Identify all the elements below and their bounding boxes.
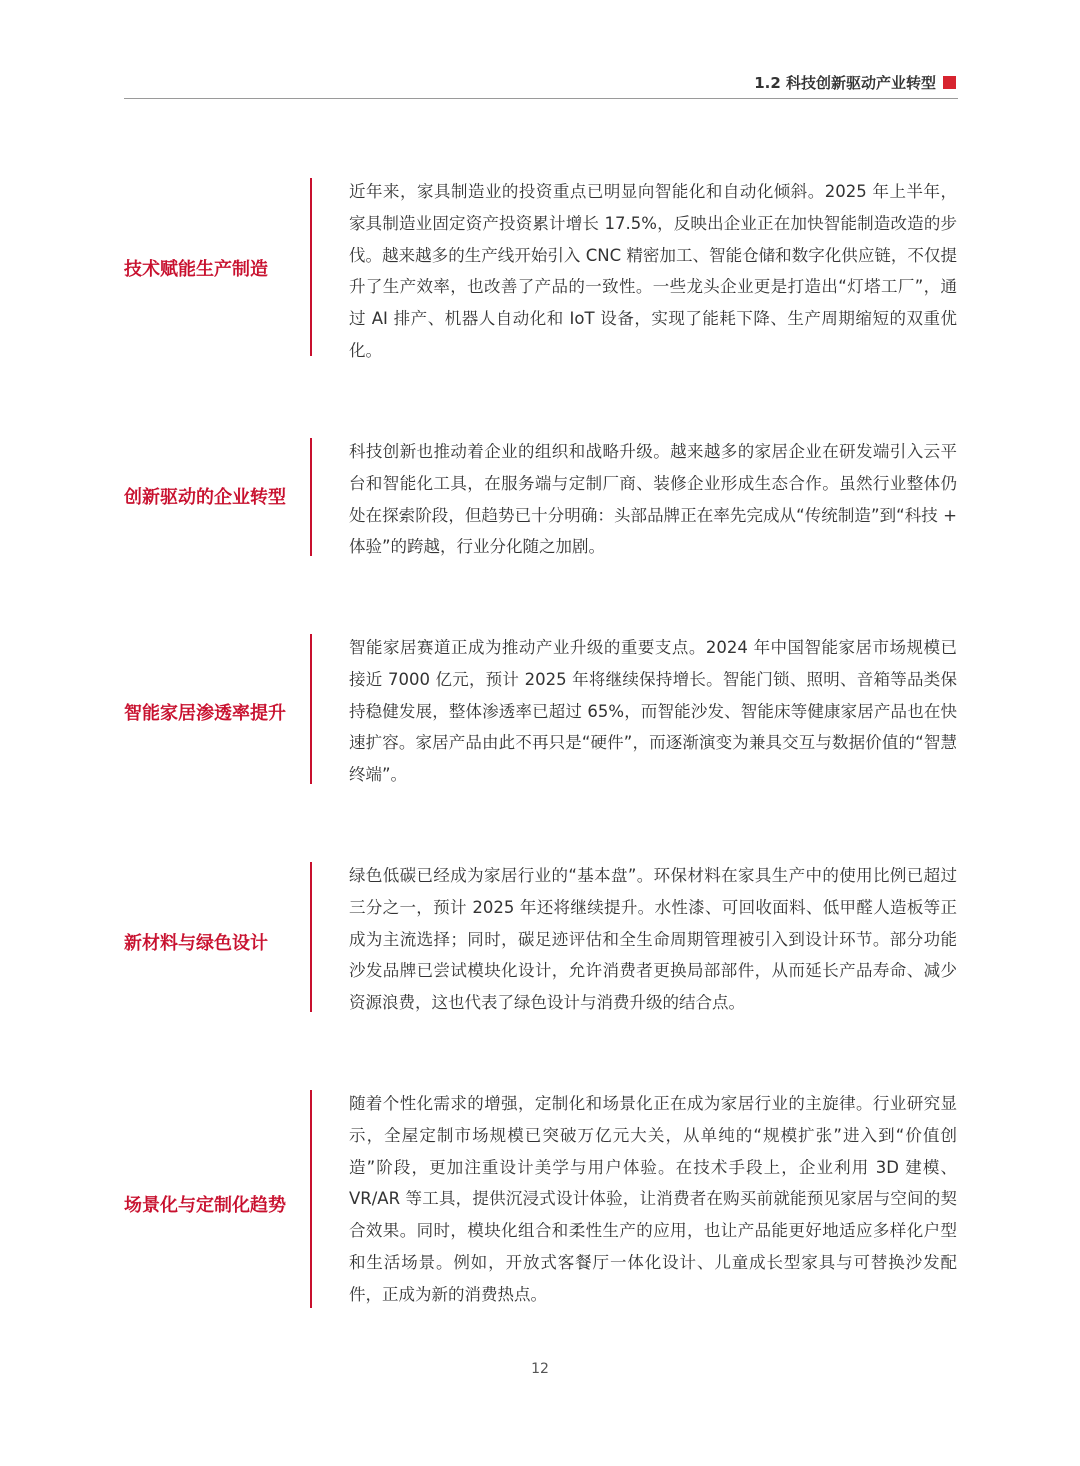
section-paragraph: 智能家居赛道正成为推动产业升级的重要支点。2024 年中国智能家居市场规模已接近 7000 亿元，预计 2025 年将继续保持增长。智能门锁、照明、音箱等品类保持稳健发展，整体渗透率已超过 65%，而智能沙发、智能床等健康家居产品也在快速扩容。家居产品由此不再只是“硬件”，而逐渐演变为兼具交互与数据价值的“智慧终端”。 — [349, 638, 957, 785]
section-divider-bar — [310, 178, 312, 356]
section-divider-bar — [310, 862, 312, 1012]
section-heading: 新材料与绿色设计 — [124, 933, 268, 954]
section-heading: 技术赋能生产制造 — [124, 259, 268, 280]
page-header — [124, 72, 958, 99]
section-heading: 创新驱动的企业转型 — [124, 487, 286, 508]
section-paragraph: 科技创新也推动着企业的组织和战略升级。越来越多的家居企业在研发端引入云平台和智能化工具，在服务端与定制厂商、装修企业形成生态合作。虽然行业整体仍处在探索阶段，但趋势已十分明确：头部品牌正在率先完成从“传统制造”到“科技 + 体验”的跨越，行业分化随之加剧。 — [349, 442, 957, 557]
section-divider-bar — [310, 1090, 312, 1308]
section-heading: 场景化与定制化趋势 — [124, 1195, 286, 1216]
section-paragraph: 近年来，家具制造业的投资重点已明显向智能化和自动化倾斜。2025 年上半年，家具制造业固定资产投资累计增长 17.5%，反映出企业正在加快智能制造改造的步伐。越来越多的生产线开始引入 CNC 精密加工、智能仓储和数字化供应链，不仅提升了生产效率，也改善了产品的一致性。一些龙头企业更是打造出“灯塔工厂”，通过 AI 排产、机器人自动化和 IoT 设备，实现了能耗下降、生产周期缩短的双重优化。 — [349, 182, 957, 360]
chapter-title: 1.2 科技创新驱动产业转型 — [754, 74, 936, 92]
page-number: 12 — [531, 1361, 549, 1377]
section-divider-bar — [310, 438, 312, 556]
chapter-marker-icon — [943, 76, 956, 89]
section-paragraph: 随着个性化需求的增强，定制化和场景化正在成为家居行业的主旋律。行业研究显示，全屋定制市场规模已突破万亿元大关，从单纯的“规模扩张”进入到“价值创造”阶段，更加注重设计美学与用户体验。在技术手段上，企业利用 3D 建模、VR/AR 等工具，提供沉浸式设计体验，让消费者在购买前就能预见家居与空间的契合效果。同时，模块化组合和柔性生产的应用，也让产品能更好地适应多样化户型和生活场景。例如，开放式客餐厅一体化设计、儿童成长型家具与可替换沙发配件，正成为新的消费热点。 — [349, 1094, 957, 1304]
section-paragraph: 绿色低碳已经成为家居行业的“基本盘”。环保材料在家具生产中的使用比例已超过三分之一，预计 2025 年还将继续提升。水性漆、可回收面料、低甲醛人造板等正成为主流选择；同时，碳足迹评估和全生命周期管理被引入到设计环节。部分功能沙发品牌已尝试模块化设计，允许消费者更换局部部件，从而延长产品寿命、减少资源浪费，这也代表了绿色设计与消费升级的结合点。 — [349, 866, 957, 1013]
section-divider-bar — [310, 634, 312, 784]
section-heading: 智能家居渗透率提升 — [124, 703, 286, 724]
